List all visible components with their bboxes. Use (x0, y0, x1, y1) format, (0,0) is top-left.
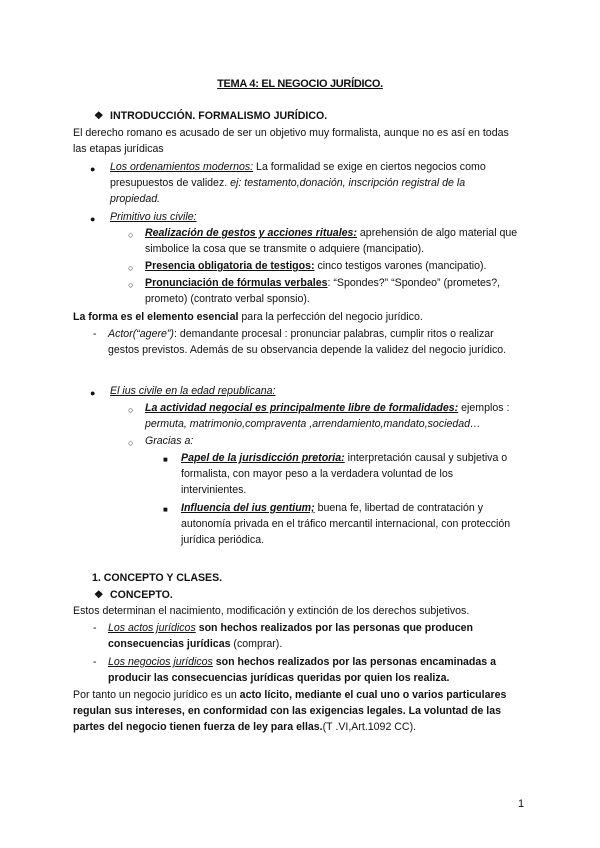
intro-paragraph: El derecho romano es acusado de ser un objetivo muy formalista, aunque no es así en todas las etapas jurídicas (73, 127, 509, 155)
document-title: TEMA 4: EL NEGOCIO JURÍDICO. (217, 78, 383, 90)
sub-sub-item-pretoria: Papel de la jurisdicción pretoria: interpretación causal y subjetiva o formalista, con mayor peso a la verdadera voluntad de los intervinientes. (181, 452, 508, 496)
square-bullet-icon: ■ (163, 505, 168, 514)
sub-sub-item-gentium: Influencia del ius gentium; buena fe, libertad de contratación y autonomía privada en el tráfico mercantil internacional, con protección jurídica periódica. (181, 502, 511, 546)
disc-bullet-icon: ● (90, 214, 96, 224)
disc-bullet-icon: ● (90, 388, 96, 398)
sub-item-testigos: Presencia obligatoria de testigos: cinco testigos varones (mancipatio). (145, 260, 487, 272)
disc-bullet-icon: ● (90, 164, 96, 174)
sub-item-gestos: Realización de gestos y acciones rituales: aprehensión de algo material que simbolice la cosa que se transmite o adquiere (mancipatio). (145, 227, 518, 255)
list-item-ordenamientos: Los ordenamientos modernos: La formalidad se exige en ciertos negocios como presupuestos de validez. ej: testamento,donación, inscripción registral de la propiedad. (110, 161, 486, 205)
concepto-paragraph: Estos determinan el nacimiento, modificación y extinción de los derechos subjetivos. (73, 605, 470, 617)
circle-bullet-icon: ○ (128, 405, 134, 415)
list-item-primitivo: Primitivo ius civile: (110, 211, 197, 223)
concepto-subheading: ❖ CONCEPTO. (94, 589, 173, 601)
dash-bullet-icon: - (93, 622, 97, 634)
conclusion-paragraph: Por tanto un negocio jurídico es un acto lícito, mediante el cual uno o varios particulares regulan sus intereses, en conformidad con las exigencias legales. La voluntad de las partes del negocio tienen fuerza de ley para ellas.(T .VI,Art.1092 CC). (73, 689, 507, 733)
sub-item-formulas: Pronunciación de fórmulas verbales: “Spondes?” “Spondeo” (prometes?, prometo) (contrato verbal sponsio). (145, 277, 501, 305)
page-number: 1 (518, 798, 525, 810)
list-item-republicana: El ius civile en la edad republicana: (110, 385, 276, 397)
sub-item-actividad: La actividad negocial es principalmente libre de formalidades: ejemplos : permuta, matrimonio,compraventa ,arrendamiento,mandato,sociedad… (145, 402, 510, 430)
dash-bullet-icon: - (93, 656, 97, 668)
sub-item-gracias: Gracias a: (145, 435, 194, 447)
dash-bullet-icon: - (93, 328, 97, 340)
def-negocios-juridicos: Los negocios jurídicos son hechos realizados por las personas encaminadas a producir las consecuencias jurídicas queridas por quien los realiza. (108, 656, 497, 684)
diamond-bullet-icon: ❖ (94, 589, 104, 601)
circle-bullet-icon: ○ (128, 438, 134, 448)
def-actos-juridicos: Los actos jurídicos son hechos realizados por las personas que producen consecuencias jurídicas (comprar). (108, 622, 474, 650)
diamond-bullet-icon: ❖ (94, 110, 104, 122)
square-bullet-icon: ■ (163, 455, 168, 464)
forma-paragraph: La forma es el elemento esencial para la perfección del negocio jurídico. (73, 311, 423, 323)
concepto-heading: 1. CONCEPTO Y CLASES. (92, 572, 223, 584)
circle-bullet-icon: ○ (128, 280, 134, 290)
actor-item: Actor(“agere”): demandante procesal : pronunciar palabras, cumplir ritos o realizar gestos previstos. Además de su observancia depende la validez del negocio jurídico. (108, 328, 507, 356)
circle-bullet-icon: ○ (128, 263, 134, 273)
circle-bullet-icon: ○ (128, 230, 134, 240)
intro-heading: ❖ INTRODUCCIÓN. FORMALISMO JURÍDICO. (94, 110, 328, 122)
